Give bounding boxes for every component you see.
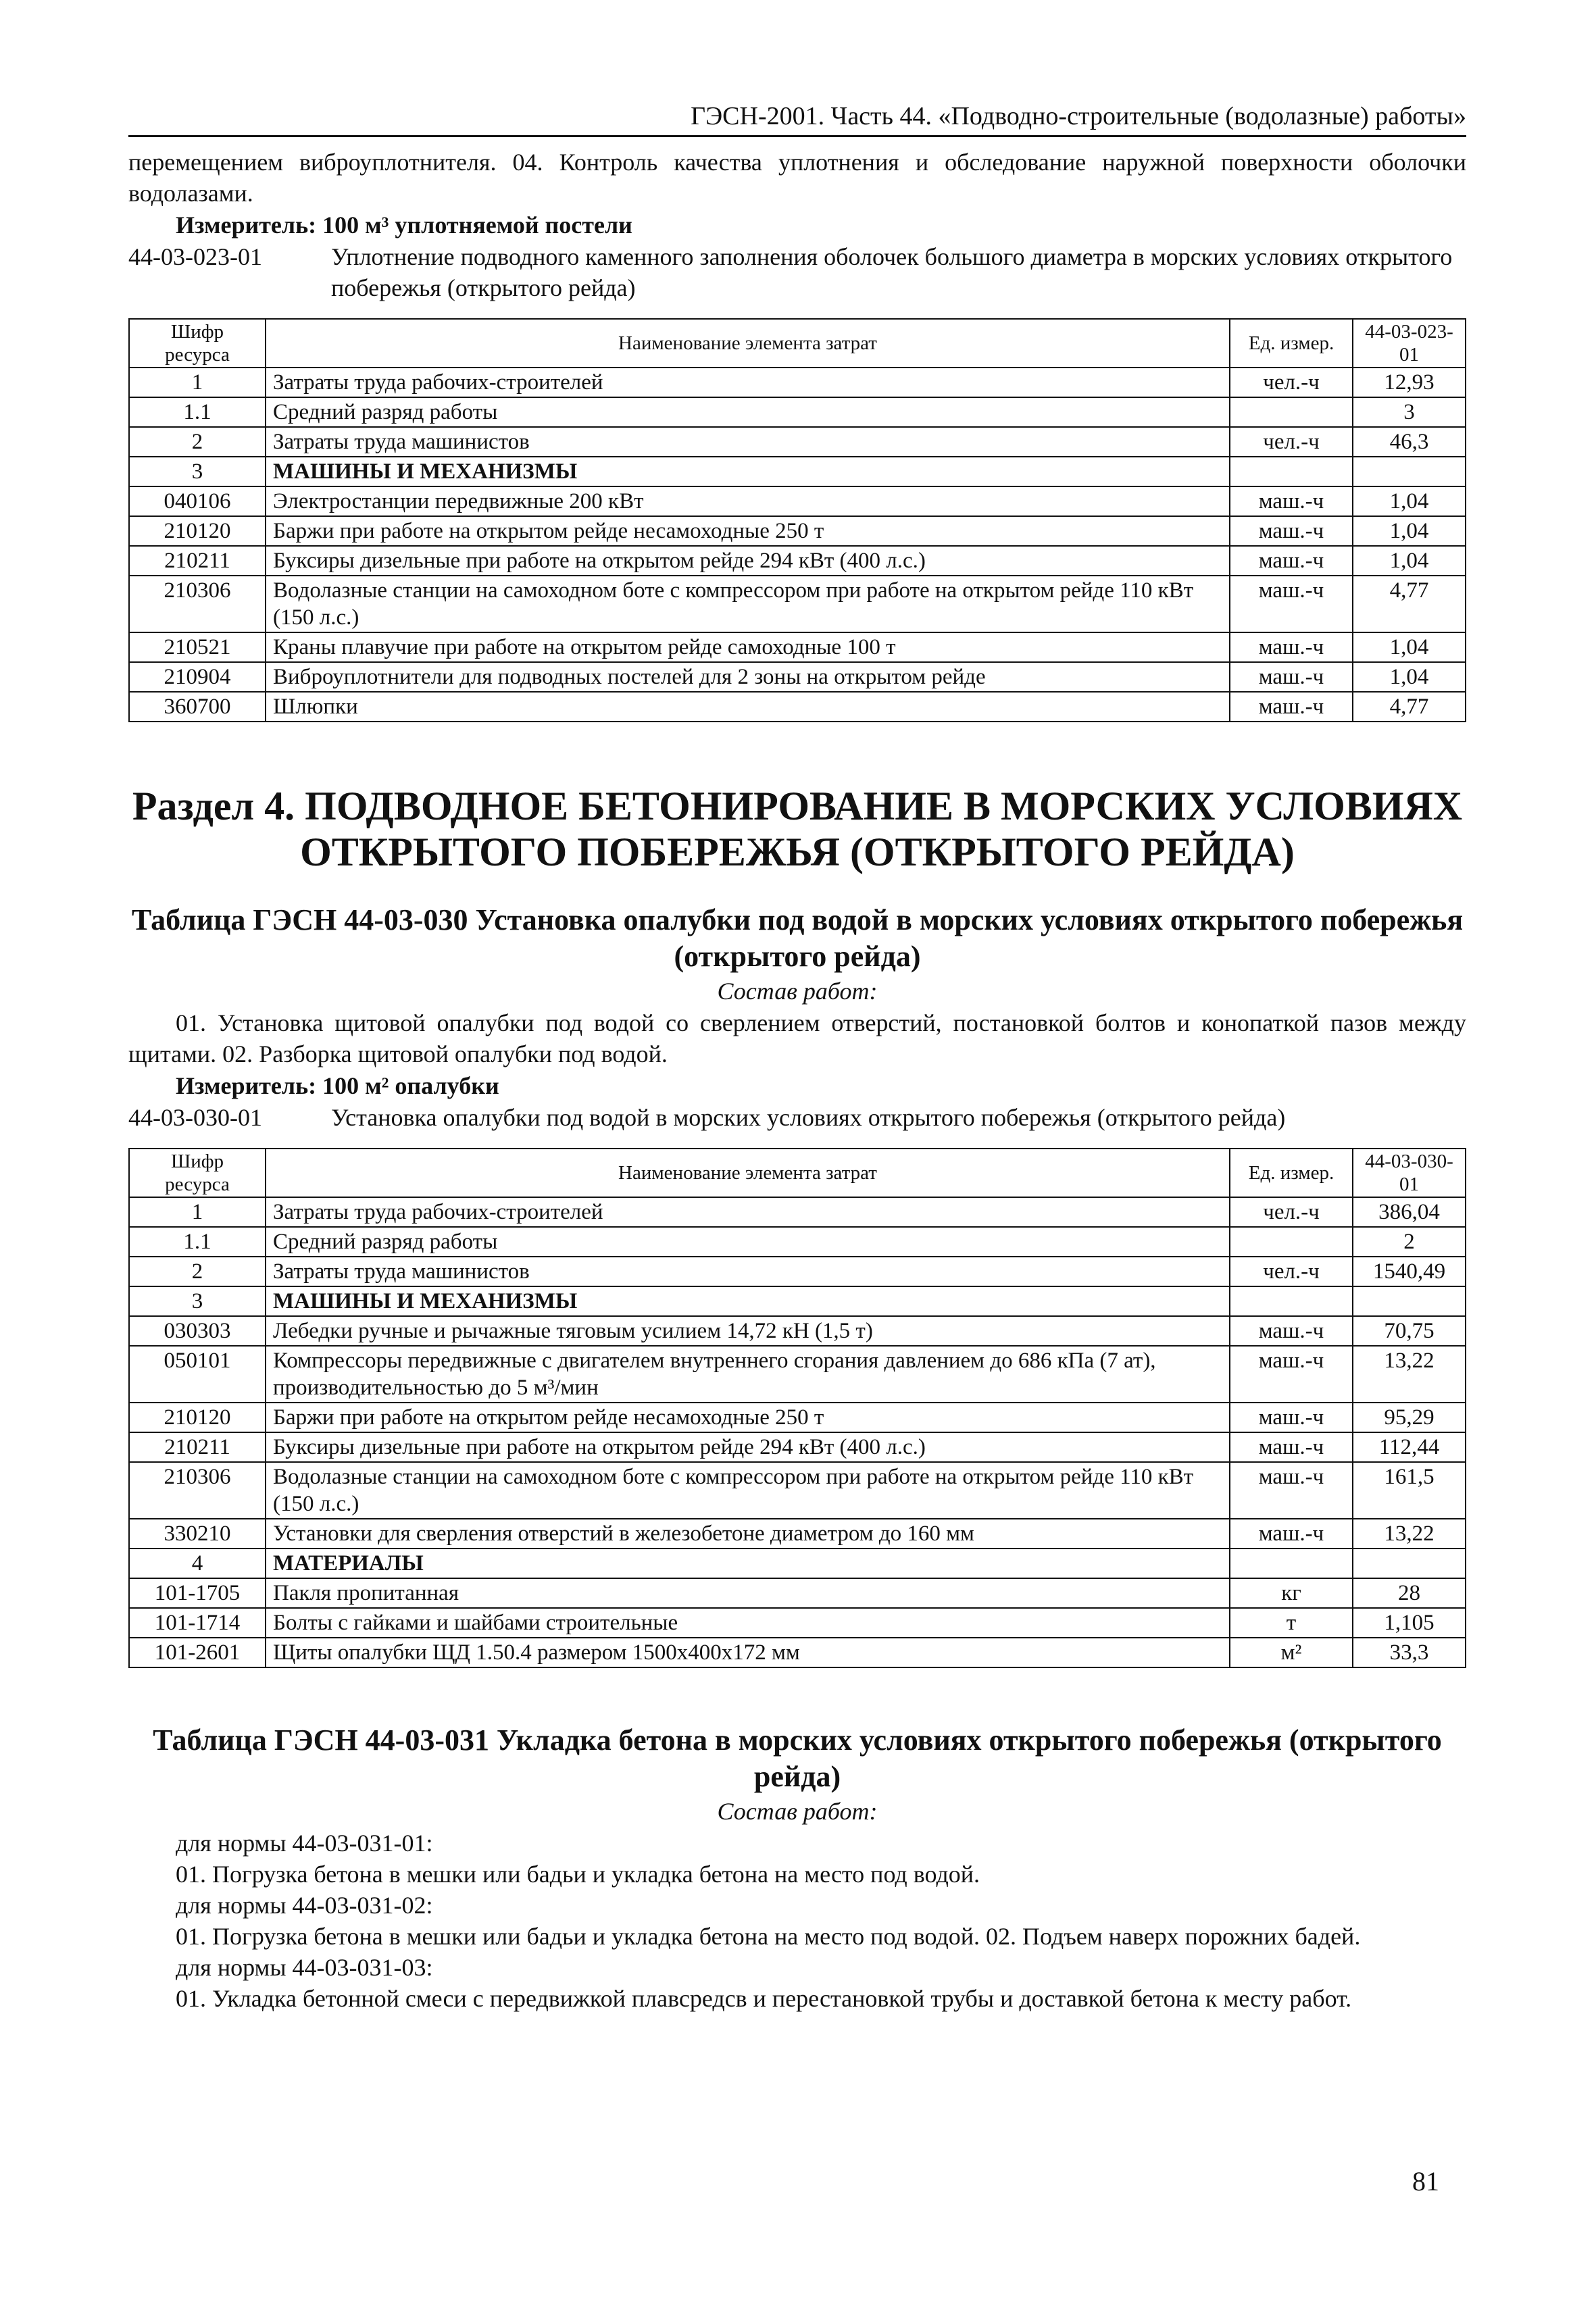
cell-value: 2 (1353, 1227, 1466, 1257)
cell-unit: маш.-ч (1230, 1519, 1353, 1549)
cell-value: 13,22 (1353, 1519, 1466, 1549)
cell-unit: чел.-ч (1230, 1197, 1353, 1227)
cell-value: 13,22 (1353, 1346, 1466, 1403)
cell-unit: маш.-ч (1230, 1316, 1353, 1346)
table-row (129, 397, 1466, 427)
table-heading-44-03-031: Таблица ГЭСН 44-03-031 Укладка бетона в морских условиях открытого побережья (открытого рейда) (153, 1724, 1442, 1793)
table-heading-44-03-030: Таблица ГЭСН 44-03-030 Установка опалубки под водой в морских условиях открытого побережья (открытого рейда) (131, 903, 1464, 973)
cell-unit (1230, 457, 1353, 486)
cell-code: 210904 (129, 662, 266, 692)
cell-unit: маш.-ч (1230, 1403, 1353, 1432)
cell-code: 101-1714 (129, 1608, 266, 1638)
cell-code: 210120 (129, 1403, 266, 1432)
cell-value: 33,3 (1353, 1638, 1466, 1667)
cell-code: 040106 (129, 486, 266, 516)
cell-value (1353, 457, 1466, 486)
norm-work-2: 01. Погрузка бетона в мешки или бадьи и укладка бетона на место под водой. 02. Подъем наверх порожних бадей. (176, 1923, 1361, 1950)
cell-unit: маш.-ч (1230, 662, 1353, 692)
cell-code: 101-2601 (129, 1638, 266, 1667)
cell-name: Затраты труда машинистов (266, 1257, 1230, 1286)
cell-code: 1.1 (129, 397, 266, 427)
cell-code: 210521 (129, 632, 266, 662)
cell-value: 161,5 (1353, 1462, 1466, 1519)
cell-value: 1,04 (1353, 546, 1466, 576)
cell-value: 4,77 (1353, 692, 1466, 722)
cell-value (1353, 1286, 1466, 1316)
cell-name: Компрессоры передвижные с двигателем внутреннего сгорания давлением до 686 кПа (7 ат), производительностью до 5 м³/мин (266, 1346, 1230, 1403)
table-row (129, 486, 1466, 516)
cell-code: 330210 (129, 1519, 266, 1549)
col-header-code: Шифр ресурса (129, 1149, 266, 1197)
cell-code: 2 (129, 427, 266, 457)
cell-code: 2 (129, 1257, 266, 1286)
norm-code: 44-03-030-01 (128, 1104, 262, 1131)
cell-name: Затраты труда машинистов (266, 427, 1230, 457)
table-row (129, 1519, 1466, 1549)
col-header-name: Наименование элемента затрат (266, 1149, 1230, 1197)
table-row (129, 1197, 1466, 1227)
cell-unit: маш.-ч (1230, 1346, 1353, 1403)
cell-name: Средний разряд работы (266, 397, 1230, 427)
cell-code: 210211 (129, 546, 266, 576)
cell-value: 1,04 (1353, 486, 1466, 516)
cell-value (1353, 1549, 1466, 1578)
norm-line-2 (128, 1102, 1466, 1133)
cell-value: 1,04 (1353, 632, 1466, 662)
cell-name: Буксиры дизельные при работе на открытом рейде 294 кВт (400 л.с.) (266, 546, 1230, 576)
cell-code: 1 (129, 1197, 266, 1227)
cell-value: 386,04 (1353, 1197, 1466, 1227)
cell-value: 112,44 (1353, 1432, 1466, 1462)
cell-value: 1,105 (1353, 1608, 1466, 1638)
table-row (129, 546, 1466, 576)
table-row (129, 516, 1466, 546)
table-row (129, 632, 1466, 662)
cell-code: 3 (129, 457, 266, 486)
norm-description: Установка опалубки под водой в морских условиях открытого побережья (открытого рейда) (331, 1104, 1286, 1131)
cell-code: 3 (129, 1286, 266, 1316)
cell-name: Средний разряд работы (266, 1227, 1230, 1257)
cell-name: Щиты опалубки ЩД 1.50.4 размером 1500x400x172 мм (266, 1638, 1230, 1667)
section-heading: Раздел 4. ПОДВОДНОЕ БЕТОНИРОВАНИЕ В МОРСКИХ УСЛОВИЯХ ОТКРЫТОГО ПОБЕРЕЖЬЯ (ОТКРЫТОГО РЕЙДА) (132, 784, 1463, 874)
cell-unit: маш.-ч (1230, 576, 1353, 632)
cell-unit: маш.-ч (1230, 546, 1353, 576)
col-header-unit: Ед. измер. (1230, 319, 1353, 368)
cell-value: 95,29 (1353, 1403, 1466, 1432)
cell-value: 46,3 (1353, 427, 1466, 457)
cell-name: МАШИНЫ И МЕХАНИЗМЫ (266, 1286, 1230, 1316)
cell-unit: маш.-ч (1230, 516, 1353, 546)
table-row (129, 1227, 1466, 1257)
table-row (129, 1403, 1466, 1432)
cell-code: 210306 (129, 576, 266, 632)
cell-unit: м² (1230, 1638, 1353, 1667)
table-row (129, 1286, 1466, 1316)
cell-code: 050101 (129, 1346, 266, 1403)
table-row (129, 457, 1466, 486)
cell-code: 1.1 (129, 1227, 266, 1257)
table-row (129, 692, 1466, 722)
cell-name: МАШИНЫ И МЕХАНИЗМЫ (266, 457, 1230, 486)
norm-line-1 (128, 241, 1466, 303)
table-body (129, 368, 1466, 722)
norm-label-3: для нормы 44-03-031-03: (176, 1954, 433, 1981)
cell-name: Краны плавучие при работе на открытом рейде самоходные 100 т (266, 632, 1230, 662)
cell-name: Шлюпки (266, 692, 1230, 722)
table-body (129, 1197, 1466, 1667)
table-row (129, 1578, 1466, 1608)
running-header: ГЭСН-2001. Часть 44. «Подводно-строительные (водолазные) работы» (128, 101, 1466, 137)
resource-table-44-03-030 (128, 1148, 1466, 1668)
table-row (129, 1462, 1466, 1519)
cell-unit: кг (1230, 1578, 1353, 1608)
cell-code: 360700 (129, 692, 266, 722)
cell-name: Водолазные станции на самоходном боте с компрессором при работе на открытом рейде 110 кВт (150 л.с.) (266, 1462, 1230, 1519)
cell-value: 1,04 (1353, 516, 1466, 546)
cell-unit (1230, 1227, 1353, 1257)
cell-code: 030303 (129, 1316, 266, 1346)
cell-code: 210211 (129, 1432, 266, 1462)
cell-unit: т (1230, 1608, 1353, 1638)
cell-unit: чел.-ч (1230, 427, 1353, 457)
col-header-unit: Ед. измер. (1230, 1149, 1353, 1197)
table-row (129, 368, 1466, 397)
cell-value: 4,77 (1353, 576, 1466, 632)
table-row (129, 427, 1466, 457)
cell-name: Баржи при работе на открытом рейде несамоходные 250 т (266, 1403, 1230, 1432)
table-row (129, 1257, 1466, 1286)
norm-description: Уплотнение подводного каменного заполнения оболочек большого диаметра в морских условиях открытого побережья (открытого рейда) (331, 243, 1453, 301)
table-header-row (129, 1149, 1466, 1197)
table-row (129, 576, 1466, 632)
cell-unit: маш.-ч (1230, 692, 1353, 722)
measure-unit-1: Измеритель: 100 м³ уплотняемой постели (176, 211, 632, 238)
cell-code: 1 (129, 368, 266, 397)
cell-name: Баржи при работе на открытом рейде несамоходные 250 т (266, 516, 1230, 546)
cell-unit: маш.-ч (1230, 1432, 1353, 1462)
cell-value: 12,93 (1353, 368, 1466, 397)
cell-value: 1,04 (1353, 662, 1466, 692)
cell-unit: маш.-ч (1230, 1462, 1353, 1519)
cell-name: Установки для сверления отверстий в железобетоне диаметром до 160 мм (266, 1519, 1230, 1549)
cell-value: 1540,49 (1353, 1257, 1466, 1286)
cell-name: Лебедки ручные и рычажные тяговым усилием 14,72 кН (1,5 т) (266, 1316, 1230, 1346)
cell-code: 210120 (129, 516, 266, 546)
norm-work-1: 01. Погрузка бетона в мешки или бадьи и укладка бетона на место под водой. (176, 1861, 980, 1888)
cell-code: 210306 (129, 1462, 266, 1519)
col-header-value: 44-03-023-01 (1353, 319, 1466, 368)
cell-name: Водолазные станции на самоходном боте с компрессором при работе на открытом рейде 110 кВт (150 л.с.) (266, 576, 1230, 632)
cell-name: Пакля пропитанная (266, 1578, 1230, 1608)
cell-unit: чел.-ч (1230, 368, 1353, 397)
cell-value: 70,75 (1353, 1316, 1466, 1346)
cell-name: Буксиры дизельные при работе на открытом рейде 294 кВт (400 л.с.) (266, 1432, 1230, 1462)
cell-unit: чел.-ч (1230, 1257, 1353, 1286)
cell-code: 4 (129, 1549, 266, 1578)
col-header-name: Наименование элемента затрат (266, 319, 1230, 368)
table-row (129, 1549, 1466, 1578)
cell-unit: маш.-ч (1230, 486, 1353, 516)
table-row (129, 1316, 1466, 1346)
composition-label: Состав работ: (717, 978, 878, 1005)
table-header-row (129, 319, 1466, 368)
table-row (129, 1432, 1466, 1462)
cell-name: МАТЕРИАЛЫ (266, 1549, 1230, 1578)
cell-name: Электростанции передвижные 200 кВт (266, 486, 1230, 516)
table-row (129, 1608, 1466, 1638)
work-description: 01. Установка щитовой опалубки под водой со сверлением отверстий, постановкой болтов и конопаткой пазов между щитами. 02. Разборка щитовой опалубки под водой. (128, 1009, 1466, 1067)
cell-unit (1230, 397, 1353, 427)
measure-unit-2: Измеритель: 100 м² опалубки (176, 1072, 499, 1099)
norm-label-1: для нормы 44-03-031-01: (176, 1830, 433, 1857)
cell-value: 3 (1353, 397, 1466, 427)
cell-name: Затраты труда рабочих-строителей (266, 368, 1230, 397)
document-page (128, 101, 1466, 2014)
norm-label-2: для нормы 44-03-031-02: (176, 1892, 433, 1919)
resource-table-44-03-023 (128, 318, 1466, 722)
cell-unit (1230, 1549, 1353, 1578)
intro-paragraph: перемещением виброуплотнителя. 04. Контроль качества уплотнения и обследование наружной поверхности оболочки водолазами. (128, 149, 1466, 207)
cell-unit: маш.-ч (1230, 632, 1353, 662)
table-row (129, 1346, 1466, 1403)
composition-label: Состав работ: (717, 1798, 878, 1825)
table-row (129, 1638, 1466, 1667)
cell-value: 28 (1353, 1578, 1466, 1608)
norm-work-3: 01. Укладка бетонной смеси с передвижкой плавсредсв и перестановкой трубы и доставкой бетона к месту работ. (176, 1985, 1352, 2012)
norm-code: 44-03-023-01 (128, 243, 262, 270)
page-number: 81 (1412, 2166, 1439, 2196)
table-row (129, 662, 1466, 692)
col-header-code: Шифр ресурса (129, 319, 266, 368)
cell-name: Затраты труда рабочих-строителей (266, 1197, 1230, 1227)
cell-name: Болты с гайками и шайбами строительные (266, 1608, 1230, 1638)
cell-code: 101-1705 (129, 1578, 266, 1608)
cell-unit (1230, 1286, 1353, 1316)
cell-name: Виброуплотнители для подводных постелей для 2 зоны на открытом рейде (266, 662, 1230, 692)
col-header-value: 44-03-030-01 (1353, 1149, 1466, 1197)
